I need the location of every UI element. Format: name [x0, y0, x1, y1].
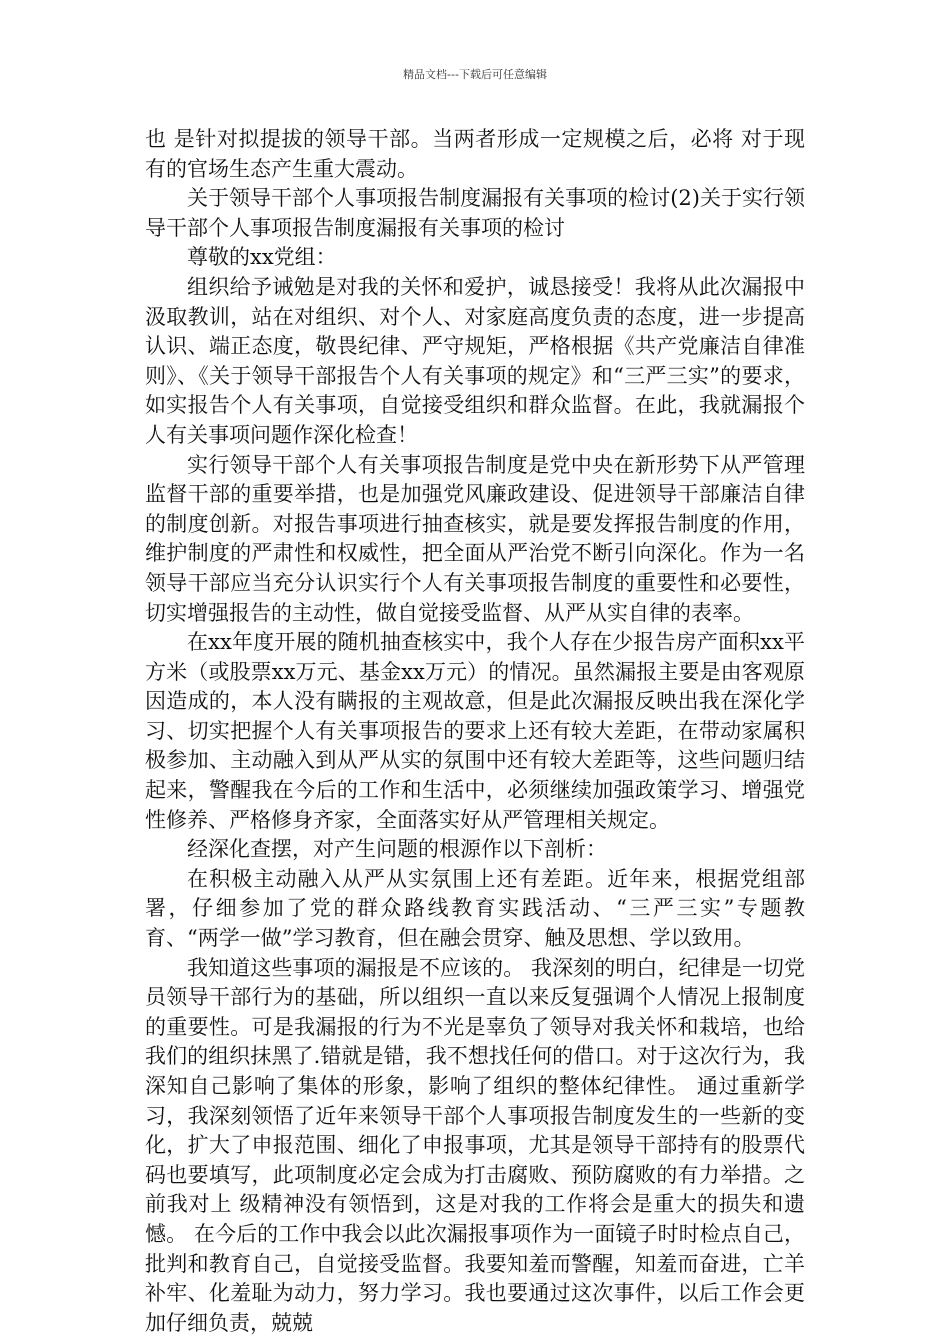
paragraph: 也 是针对拟提拔的领导干部。当两者形成一定规模之后，必将 对于现有的官场生态产生重大震动。 — [145, 127, 805, 181]
page-header: 精品文档---下载后可任意编辑 — [403, 68, 547, 81]
paragraph: 关于领导干部个人事项报告制度漏报有关事项的检讨(2)关于实行领导干部个人事项报告制度漏报有关事项的检讨 — [145, 186, 805, 240]
paragraph: 尊敬的xx党组： — [187, 245, 337, 270]
paragraph: 经深化查摆，对产生问题的根源作以下剖析： — [187, 837, 607, 862]
document-body — [145, 125, 805, 1338]
paragraph: 组织给予诫勉是对我的关怀和爱护，诚恳接受！我将从此次漏报中汲取教训，站在对组织、对个人、对家庭高度负责的态度，进一步提高认识、端正态度，敬畏纪律、严守规矩，严格根据《共产党廉洁自律准则》、《关于领导干部报告个人有关事项的规定》和“三严三实”的要求，如实报告个人有关事项，自觉接受组织和群众监督。在此，我就漏报个人有关事项问题作深化检查！ — [145, 274, 805, 447]
paragraph: 在积极主动融入从严从实氛围上还有差距。近年来，根据党组部署，仔细参加了党的群众路线教育实践活动、“三严三实”专题教育、“两学一做”学习教育，但在融会贯穿、触及思想、学以致用。 — [145, 866, 805, 951]
paragraph: 实行领导干部个人有关事项报告制度是党中央在新形势下从严管理监督干部的重要举措，也是加强党风廉政建设、促进领导干部廉洁自律的制度创新。对报告事项进行抽查核实，就是要发挥报告制度的作用，维护制度的严肃性和权威性，把全面从严治党不断引向深化。作为一名领导干部应当充分认识实行个人有关事项报告制度的重要性和必要性，切实增强报告的主动性，做自觉接受监督、从严从实自律的表率。 — [145, 452, 805, 625]
paragraph: 在xx年度开展的随机抽查核实中，我个人存在少报告房产面积xx平方米（或股票xx万元、基金xx万元）的情况。虽然漏报主要是由客观原因造成的，本人没有瞒报的主观故意，但是此次漏报反映出我在深化学习、切实把握个人有关事项报告的要求上还有较大差距，在带动家属积极参加、主动融入到从严从实的氛围中还有较大差距等，这些问题归结起来，警醒我在今后的工作和生活中，必须继续加强政策学习、增强党性修养、严格修身齐家，全面落实好从严管理相关规定。 — [145, 630, 805, 832]
paragraph: 我知道这些事项的漏报是不应该的。 我深刻的明白，纪律是一切党员领导干部行为的基础，所以组织一直以来反复强调个人情况上报制度的重要性。可是我漏报的行为不光是辜负了领导对我关怀和栽培，也给我们的组织抹黑了.错就是错，我不想找任何的借口。对于这次行为，我深知自己影响了集体的形象，影响了组织的整体纪律性。 通过重新学习，我深刻领悟了近年来领导干部个人事项报告制度发生的一些新的变化，扩大了申报范围、细化了申报事项，尤其是领导干部持有的股票代码也要填写，此项制度必定会成为打击腐败、预防腐败的有力举措。之前我对上 级精神没有领悟到，这是对我的工作将会是重大的损失和遗憾。 在今后的工作中我会以此次漏报事项作为一面镜子时时检点自己，批判和教育自己，自觉接受监督。我要知羞而警醒，知羞而奋进，亡羊补牢、化羞耻为动力，努力学习。我也要通过这次事件，以后工作会更加仔细负责，兢兢 — [145, 955, 805, 1335]
